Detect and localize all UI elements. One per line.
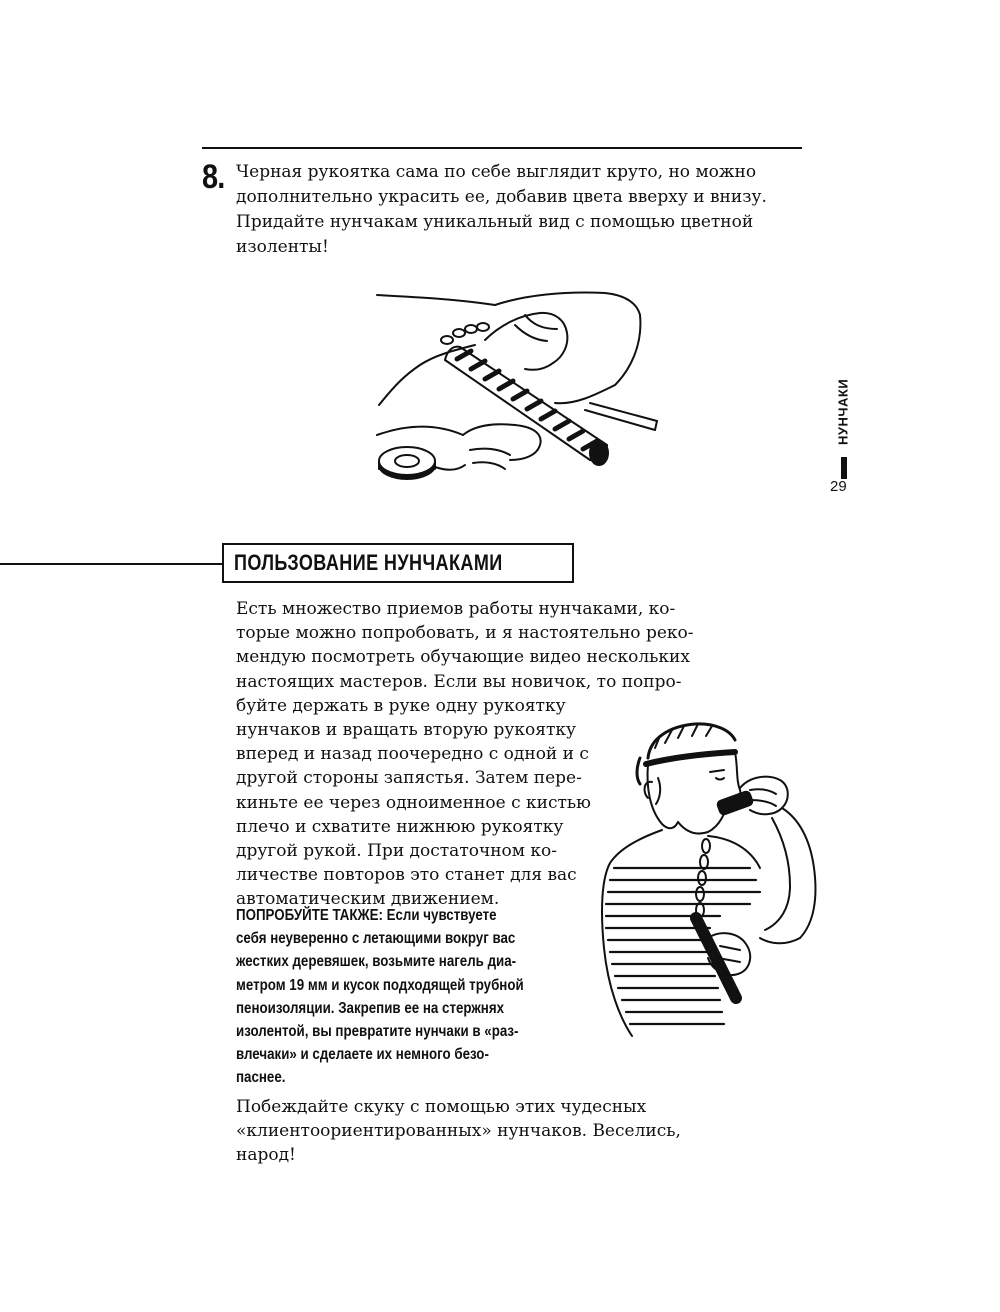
paragraph-line: торые можно попробовать, и я настоятельно реко- [236, 623, 694, 644]
paragraph-line: киньте ее через одноименное с кистью [236, 792, 591, 813]
tip-line: изолентой, вы превратите нунчаки в «раз- [236, 1023, 519, 1041]
step-line: Придайте нунчакам уникальный вид с помощью цветной [236, 212, 754, 232]
tip-line: метром 19 мм и кусок подходящей трубной [236, 976, 524, 994]
paragraph-line: другой рукой. При достаточном ко- [236, 841, 557, 862]
paragraph-line: народ! [236, 1145, 296, 1166]
tip-block [236, 904, 571, 1090]
section-heading-box [222, 543, 574, 583]
step-line: изоленты! [236, 237, 329, 257]
tip-line: паснее. [236, 1069, 286, 1087]
paragraph-line: другой стороны запястья. Затем пере- [236, 768, 582, 789]
paragraph-line: настоящих мастеров. Если вы новичок, то попро- [236, 671, 682, 692]
tip-line: влечаки» и сделаете их немного безо- [236, 1046, 489, 1064]
paragraph-line: буйте держать в руке одну рукоятку [236, 695, 566, 716]
page-number: 29 [830, 478, 847, 495]
paragraph-line: «клиентоориентированных» нунчаков. Веселись, [236, 1121, 681, 1142]
paragraph-line: Есть множество приемов работы нунчаками, ко- [236, 599, 676, 619]
paragraph-line: нунчаков и вращать вторую рукоятку [236, 720, 576, 741]
step-line: Черная рукоятка сама по себе выглядит круто, но можно [236, 162, 757, 182]
paragraph-closing [236, 1095, 681, 1168]
tip-line: жестких деревяшек, возьмите нагель диа- [236, 953, 517, 971]
step-text [236, 160, 796, 260]
step-number: 8. [202, 158, 225, 196]
tip-line: пеноизоляции. Закрепив ее на стержнях [236, 999, 505, 1017]
paragraph-line: вперед и назад поочередно с одной и с [236, 744, 589, 765]
running-title: НУНЧАКИ [835, 378, 851, 446]
paragraph-line: Побеждайте скуку с помощью этих чудесных [236, 1097, 647, 1117]
man-with-nunchaku-illustration [600, 718, 850, 1038]
step-line: дополнительно украсить ее, добавив цвета вверху и внизу. [236, 187, 767, 207]
running-bar [841, 457, 847, 479]
paragraph-line: мендую посмотреть обучающие видео нескольких [236, 647, 690, 668]
section-rule [0, 563, 222, 565]
section-title: ПОЛЬЗОВАНИЕ НУНЧАКАМИ [234, 550, 503, 575]
top-rule [202, 147, 802, 149]
paragraph-line: личестве повторов это станет для вас [236, 865, 577, 886]
tape-wrapping-illustration [375, 285, 660, 500]
tip-line: ПОПРОБУЙТЕ ТАКЖЕ: Если чувствуете [236, 907, 497, 924]
paragraph-line: автоматическим движением. [236, 889, 500, 910]
paragraph-line: плечо и схватите нижнюю рукоятку [236, 816, 564, 837]
tip-line: себя неуверенно с летающими вокруг вас [236, 930, 516, 948]
